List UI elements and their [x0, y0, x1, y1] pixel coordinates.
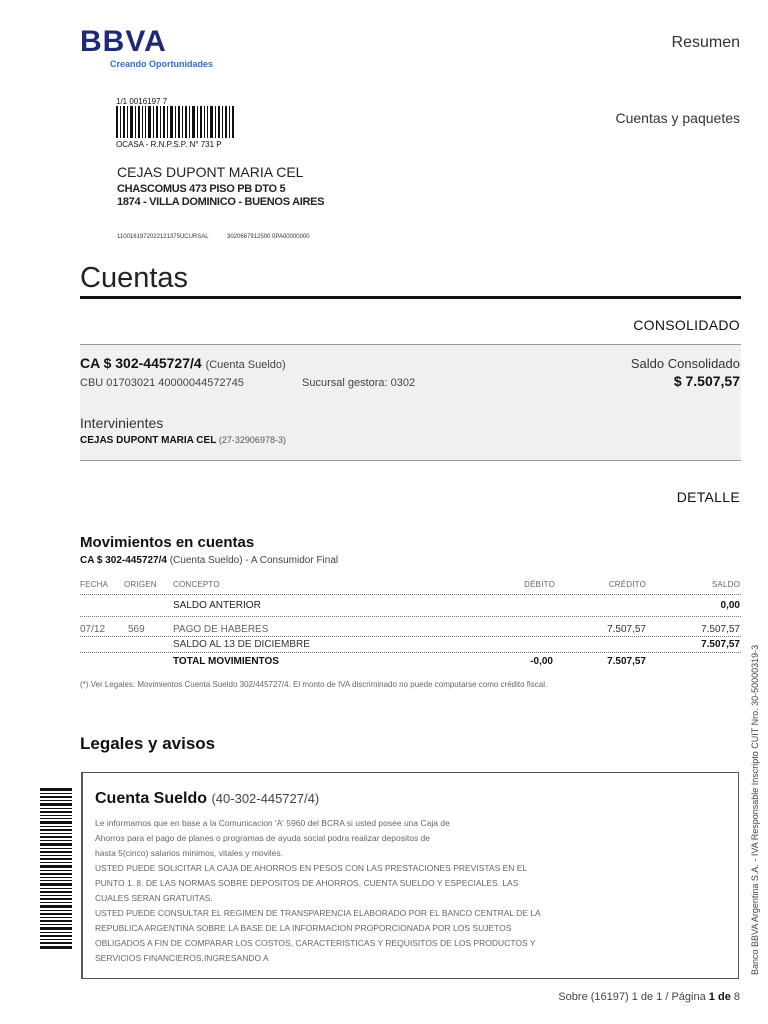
footer-total: 8 — [733, 991, 740, 1003]
intervinientes-label: Intervinientes — [80, 415, 164, 431]
legales-title: Legales y avisos — [80, 734, 216, 753]
col-concepto: CONCEPTO — [173, 580, 220, 589]
legal-line: Ahorros para el pago de planes o programas de ayuda social podra realizar depositos de — [95, 833, 431, 843]
side-barcode — [40, 788, 72, 950]
col-fecha: FECHA — [80, 580, 109, 589]
title-divider — [80, 296, 741, 299]
mailing-code-right: 3020667912500 0PA00000000 — [227, 234, 310, 240]
row-pago-concepto: PAGO DE HABERES — [173, 624, 269, 635]
row-pago-fecha: 07/12 — [80, 624, 106, 635]
footer-de: de — [717, 991, 731, 1003]
interviniente-name: CEJAS DUPONT MARIA CEL — [80, 435, 217, 446]
footer-page: 1 — [708, 991, 715, 1003]
consolidado-heading: CONSOLIDADO — [633, 317, 740, 333]
row-pago-saldo: 7.507,57 — [701, 624, 740, 635]
table-header-divider — [80, 594, 741, 595]
brand-tagline: Creando Oportunidades — [110, 59, 214, 69]
movimientos-account — [80, 555, 338, 566]
legal-line: Le informamos que en base a la Comunicacion 'A' 5960 del BCRA si usted posee una Caja de — [95, 818, 450, 828]
account-number-text: CA $ 302-445727/4 — [80, 355, 202, 371]
col-debito: DÉBITO — [524, 580, 555, 589]
row-divider — [80, 652, 741, 653]
row-saldo-anterior-saldo: 0,00 — [720, 600, 740, 611]
subsection-title: Cuentas y paquetes — [615, 110, 740, 126]
barcode-number: 1/1 0016197 7 — [116, 97, 168, 106]
legal-line: REPUBLICA ARGENTINA SOBRE LA BASE DE LA INFORMACION PROPORCIONADA POR LOS SUJETOS — [95, 923, 512, 933]
col-origen: ORIGEN — [124, 580, 157, 589]
legal-line: USTED PUEDE SOLICITAR LA CAJA DE AHORROS EN PESOS CON LAS PRESTACIONES PREVISTAS EN EL — [95, 863, 528, 873]
saldo-consolidado-label: Saldo Consolidado — [630, 356, 740, 371]
row-saldo-anterior-concepto: SALDO ANTERIOR — [173, 600, 261, 611]
movimientos-title: Movimientos en cuentas — [80, 534, 255, 551]
section-title: Resumen — [671, 34, 740, 51]
saldo-consolidado-value: $ 7.507,57 — [673, 373, 740, 389]
legal-text — [95, 816, 541, 966]
sucursal-gestora: Sucursal gestora: 0302 — [302, 377, 416, 389]
legal-line: SERVICIOS FINANCIEROS,INGRESANDO A — [95, 953, 269, 963]
movimientos-account-number: CA $ 302-445727/4 — [80, 555, 167, 566]
cbu-number: CBU 01703021 40000044572745 — [80, 377, 244, 389]
row-total-debito: -0,00 — [530, 656, 553, 667]
row-divider — [80, 616, 741, 617]
carrier-text: OCASA - R.N.P.S.P. N° 731 P — [116, 140, 222, 149]
row-total-credito: 7.507,57 — [607, 656, 646, 667]
legal-line: OBLIGADOS A FIN DE COMPARAR LOS COSTOS, CARACTERISTICAS Y REQUISITOS DE LOS PRODUCTOS Y — [95, 938, 536, 948]
page-footer — [558, 991, 740, 1003]
row-saldo-al-saldo: 7.507,57 — [701, 639, 740, 650]
account-type: (Cuenta Sueldo) — [205, 359, 286, 371]
interviniente-cuit: (27-32906978-3) — [218, 435, 286, 445]
intervinientes-box — [80, 403, 741, 461]
legal-box-title — [95, 790, 319, 808]
legal-line: PUNTO 1. 8. DE LAS NORMAS SOBRE DEPOSITOS DE AHORROS, CUENTA SUELDO Y ESPECIALES. LAS — [95, 878, 519, 888]
address-line-2: 1874 - VILLA DOMINICO - BUENOS AIRES — [117, 196, 325, 208]
page-title: Cuentas — [80, 262, 189, 294]
recipient-name: CEJAS DUPONT MARIA CEL — [117, 164, 304, 180]
mailing-barcode — [116, 106, 236, 138]
brand-logo: BBVA — [80, 25, 167, 58]
legal-box-title-number: (40-302-445727/4) — [211, 791, 320, 806]
row-saldo-al-concepto: SALDO AL 13 DE DICIEMBRE — [173, 639, 310, 650]
mailing-code-left: 1100161972022121375UCURSAL — [117, 234, 209, 240]
account-number — [80, 355, 286, 371]
row-pago-origen: 569 — [128, 624, 145, 635]
address-line-1: CHASCOMUS 473 PISO PB DTO 5 — [117, 183, 286, 195]
row-pago-credito: 7.507,57 — [607, 624, 646, 635]
legal-line: CUALES SERAN GRATUITAS. — [95, 893, 213, 903]
row-total-concepto: TOTAL MOVIMIENTOS — [173, 656, 279, 667]
iva-note: (*) Ver Legales: Movimientos Cuenta Sueldo 302/445727/4. El monto de IVA discriminado no puede computarse como crédito fiscal. — [80, 680, 548, 689]
legal-line: hasta 5(cinco) salarios minimos, vitales y moviles. — [95, 848, 284, 858]
interviniente — [80, 435, 286, 446]
col-saldo: SALDO — [711, 580, 740, 589]
detalle-heading: DETALLE — [676, 489, 740, 505]
row-divider — [80, 636, 741, 637]
legal-line: USTED PUEDE CONSULTAR EL REGIMEN DE TRANSPARENCIA ELABORADO POR EL BANCO CENTRAL DE LA — [95, 908, 541, 918]
side-legal-note: Banco BBVA Argentina S.A. - IVA Responsable Inscripto CUIT Nro. 30-50000319-3 — [750, 644, 760, 975]
legal-box-title-text: Cuenta Sueldo — [95, 790, 208, 807]
col-credito: CRÉDITO — [608, 580, 646, 589]
movimientos-account-desc: (Cuenta Sueldo) - A Consumidor Final — [169, 555, 339, 566]
footer-sobre: Sobre (16197) 1 de 1 / Página — [558, 991, 706, 1003]
account-summary-box — [80, 344, 741, 405]
